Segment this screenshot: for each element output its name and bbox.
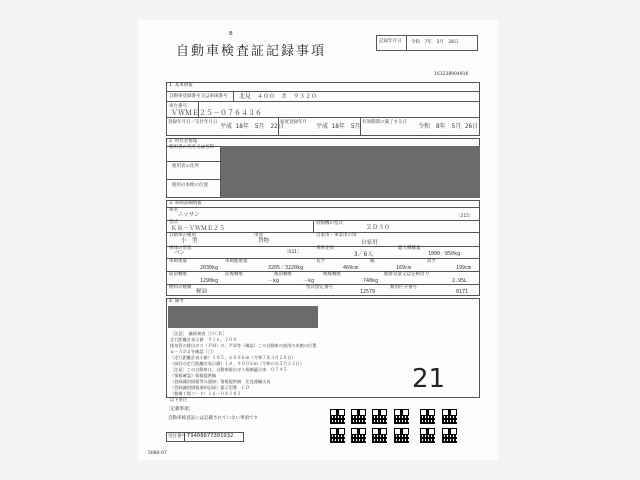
maker-code: ［215］ — [456, 214, 474, 219]
first-registration-label: 初度登録年月 — [280, 120, 307, 125]
use-value: 貨物 — [258, 238, 270, 244]
remarks-lines — [170, 331, 316, 403]
body-label: 車体の形状 — [169, 246, 192, 251]
type-number-label: 型式指定番号 — [306, 285, 333, 290]
front-axle-label: 前前軸重 — [169, 272, 187, 277]
remarks-line: ［注意］この自動車は、自動車排出ガス規制適合車 ０７４５ — [170, 367, 288, 372]
body-code: ［021］ — [284, 250, 302, 255]
private-label: 自家用・事業用の別 — [316, 233, 357, 238]
remarks-line: （登録識別情報通知記録）提示型番 ＣＤ — [170, 385, 250, 390]
redacted-remarks — [168, 306, 318, 328]
page-title: 自動車検査証記録事項 — [176, 44, 327, 59]
remarks-line: 走行距離計表示値 ９１６，２００ — [170, 337, 238, 342]
remarks-line: ｕ－ＡＤ＃を確認（〇） — [170, 349, 217, 354]
length-value: 469cm — [343, 265, 359, 271]
basic-section-title: 1. 基本情報 — [169, 83, 193, 88]
model-label: 型式 — [169, 220, 178, 225]
base-location-label: 使用の本拠の位置 — [172, 183, 208, 188]
qr-code — [420, 428, 435, 443]
remarks-line: （整備工場コード）１６－０８２８３ — [170, 391, 242, 396]
vehicle-section-title: 3. 車両詳細情報 — [169, 201, 202, 206]
registration-label: 自動車登録番号又は車両番号 — [169, 94, 228, 99]
body-value: バン — [174, 250, 186, 256]
chassis-label: 車台番号 — [169, 104, 187, 109]
remarks-line: （走行距離計表示値）１０５，６００ｋｍ（令和７年３月２８日） — [170, 355, 296, 360]
owner-name-label: 使用者の氏名又は名称 — [169, 145, 214, 150]
receipt-label: 受付番号 — [168, 434, 186, 439]
record-date-label: 記録年月日 — [379, 39, 402, 44]
front-axle-value: 1290kg — [200, 278, 219, 284]
chassis-value: ＶＷＭＥ２５－０７６４３６ — [171, 109, 262, 117]
front-rear-axle-value: －kg — [268, 278, 280, 284]
remarks-line: （登録識別情報等の通知）情報提供無 北見運輸支局 — [170, 379, 271, 384]
width-value: 169cm — [396, 265, 412, 271]
notes-line: 自動車検査証には記載されていない事項です — [168, 416, 258, 421]
fuel-value: 軽油 — [196, 289, 208, 295]
rear-front-axle-value: －kg — [303, 278, 315, 284]
qr-code — [351, 409, 366, 424]
category-number-value: 0171 — [456, 289, 469, 295]
redacted-owner-info — [221, 146, 480, 198]
remarks-line: （情報確認）情報提供無 — [170, 373, 217, 378]
remarks-line: （前回の走行距離計表示値）１８，９００ｋｍ（令和６年５月２２日） — [170, 361, 305, 366]
fuel-label: 燃料の種類 — [169, 285, 192, 290]
height-label: 高さ — [427, 259, 436, 264]
max-load-label: 最大積載量 — [398, 246, 421, 251]
qr-code — [394, 409, 409, 424]
qr-code — [420, 409, 435, 424]
qr-code — [330, 428, 345, 443]
weight-value: 2030kg — [200, 265, 219, 271]
form-code: 5080-07 — [148, 451, 167, 456]
top-mark: B — [229, 31, 233, 37]
use-label: 用途 — [254, 233, 263, 238]
engine-label: 原動機の型式 — [316, 221, 343, 226]
rear-axle-value: 740kg — [363, 278, 379, 284]
length-label: 長さ — [316, 259, 325, 264]
remarks-line: ［注意］ 継続検査［ＯＣＲ］ — [170, 331, 227, 336]
owner-section-title: 2. 所有者情報 — [169, 139, 198, 144]
class-value: 小 型 — [181, 238, 198, 244]
model-value: ＫＲ－ＶＷＭＥ２５ — [171, 225, 226, 232]
rear-axle-label: 後後軸重 — [323, 272, 341, 277]
qr-code — [372, 428, 387, 443]
capacity-label: 乗車定員 — [316, 246, 334, 251]
type-number-value: 12579 — [360, 289, 376, 295]
document-number: 161238904916 — [434, 72, 469, 77]
qr-code — [442, 428, 457, 443]
notes-label: ［記載事項］ — [166, 407, 193, 412]
maker-label: 車名 — [169, 208, 178, 213]
qr-code — [442, 409, 457, 424]
qr-code — [351, 428, 366, 443]
weight-label: 車両重量 — [169, 259, 187, 264]
gross-weight-value: 3205／3220kg — [268, 265, 304, 271]
front-rear-axle-label: 前後軸重 — [225, 272, 243, 277]
maker-value: ニッサン — [178, 212, 200, 218]
width-label: 幅 — [370, 259, 375, 264]
owner-address-label: 使用者の住所 — [172, 164, 199, 169]
expiry-value: 令和 8年 5月 26日 — [418, 123, 479, 130]
handwritten-number: 21 — [412, 364, 446, 394]
max-load-value: 1000／850kg — [428, 251, 461, 257]
height-value: 199cm — [456, 265, 472, 271]
document-page — [138, 20, 498, 460]
remarks-line: 排気管の排出ガス（ＰＭ）の、ＰＭ等（確認）この自動車の使用の本拠の位置 — [170, 343, 317, 348]
gross-weight-label: 車両総重量 — [225, 259, 248, 264]
record-date-value: 令和 7年 3月 28日 — [411, 40, 459, 45]
remarks-line: 以下余白 — [170, 397, 187, 402]
displacement-label: 総排気量又は定格出力 — [384, 272, 429, 277]
first-registration-value: 平成 18年 5月 — [316, 123, 361, 130]
registration-date-label: 登録年月日／交付年月日 — [168, 120, 218, 125]
displacement-value: 2.95L — [452, 278, 468, 284]
remarks-section-title: 4. 備考 — [169, 299, 184, 304]
expiry-label: 有効期間の満了する日 — [362, 120, 407, 125]
qr-code — [330, 409, 345, 424]
category-number-label: 類別区分番号 — [390, 285, 417, 290]
receipt-value: T9408877301932 — [187, 433, 234, 439]
capacity-value: 3／6人 — [354, 251, 374, 258]
class-label: 自動車の種別 — [169, 233, 196, 238]
private-value: 自家用 — [361, 240, 378, 246]
qr-code — [394, 428, 409, 443]
registration-date-value: 平成 18年 5月 22日 — [220, 123, 284, 130]
engine-value: ＺＤ３０ — [366, 224, 391, 231]
rear-front-axle-label: 後前軸重 — [274, 272, 292, 277]
registration-value: 北見 ４００ さ ９３２０ — [239, 93, 318, 100]
qr-code — [372, 409, 387, 424]
